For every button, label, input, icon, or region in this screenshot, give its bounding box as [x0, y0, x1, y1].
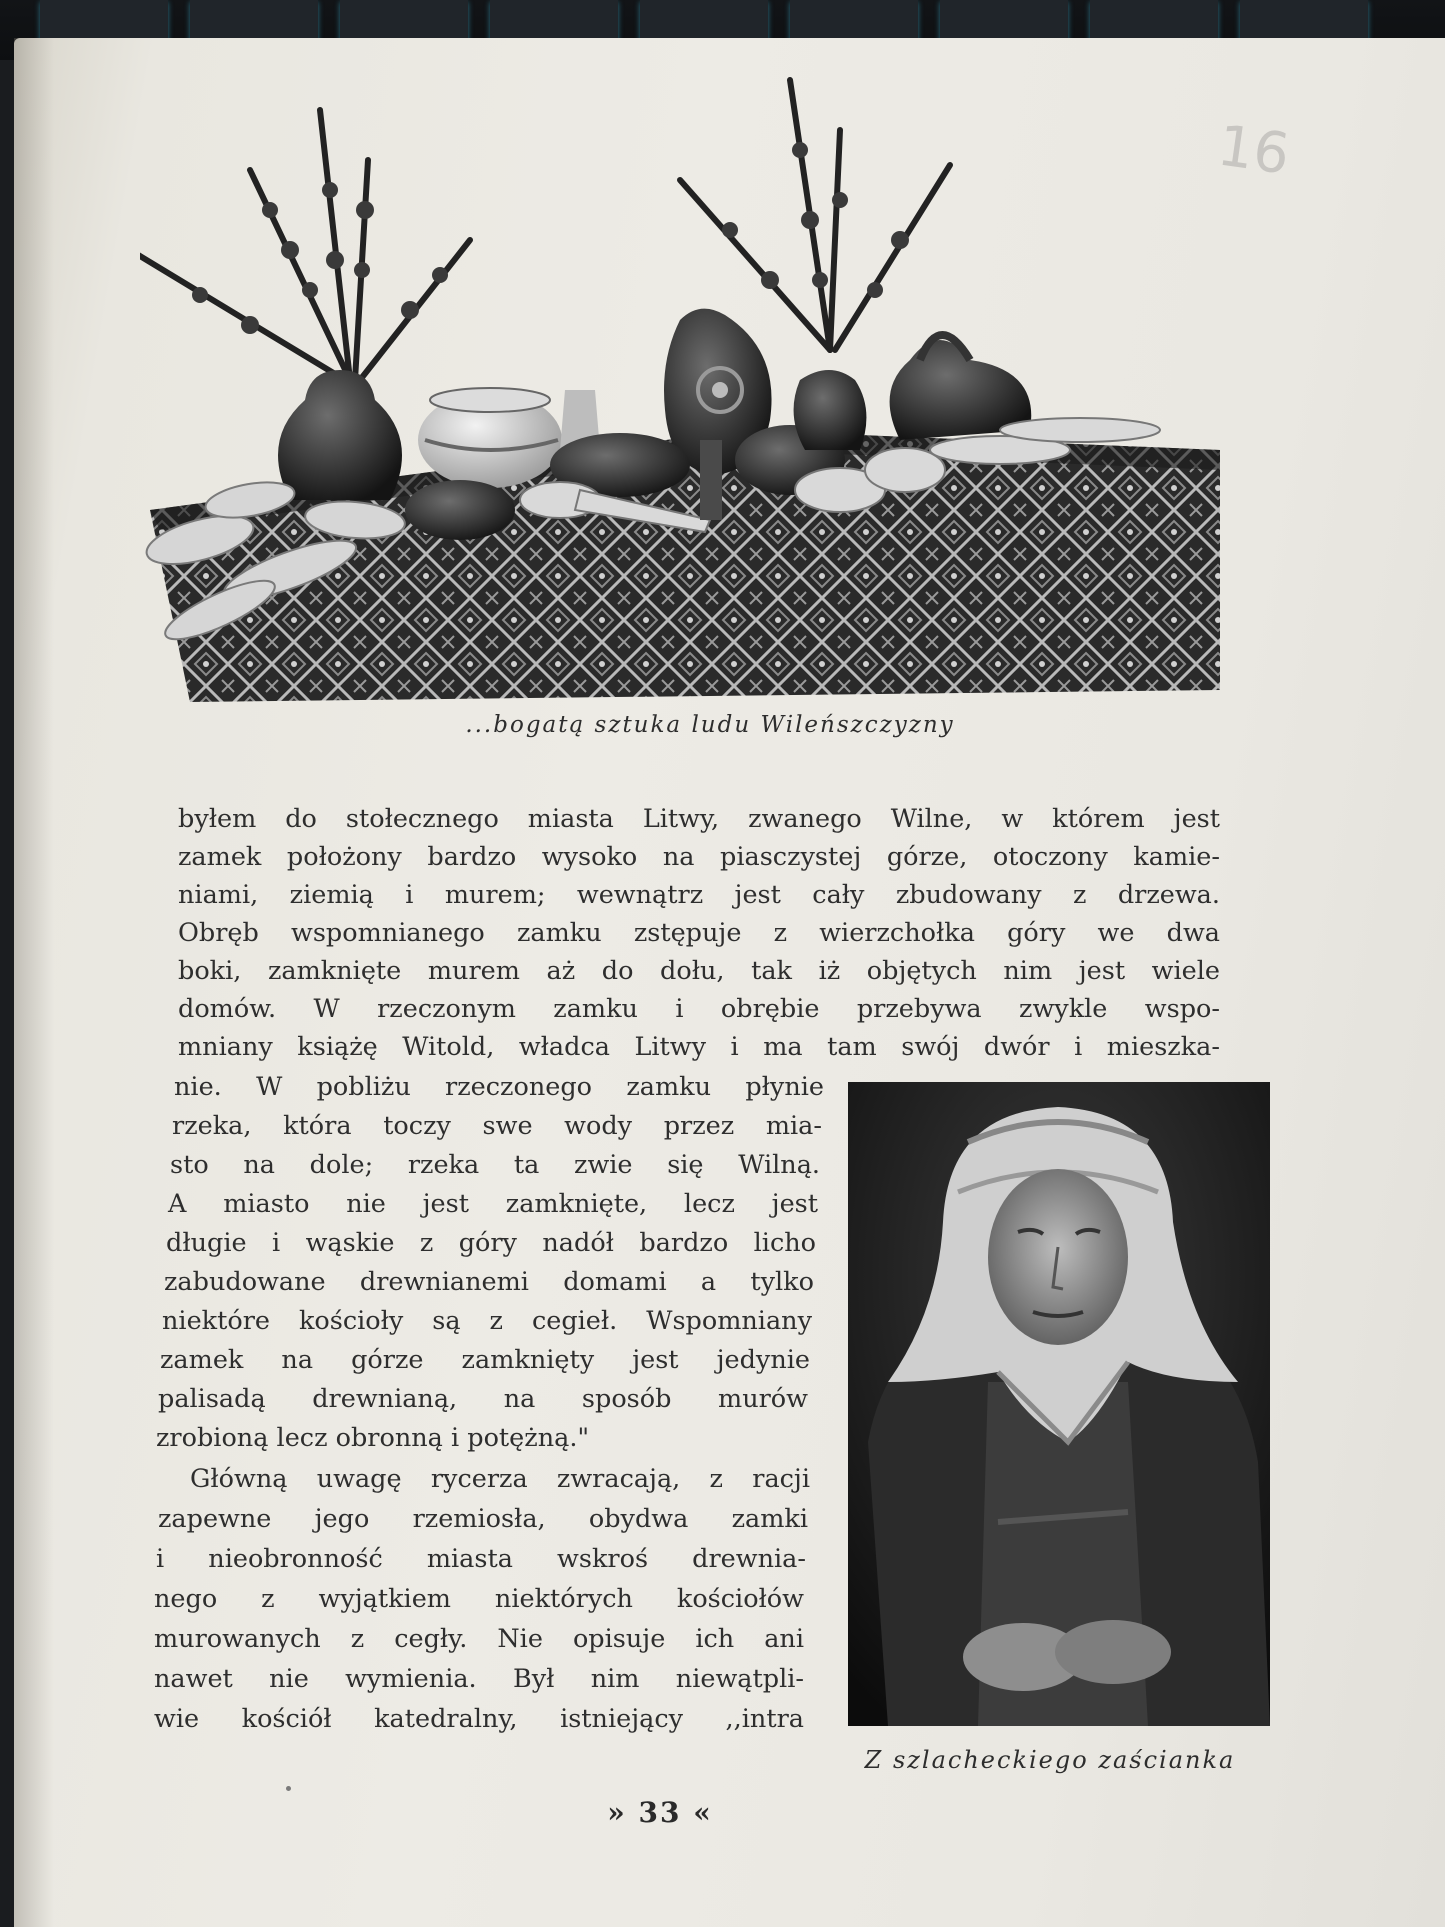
paper-speck [286, 1786, 291, 1791]
text-line: nego z wyjątkiem niektórych kościołów [154, 1584, 804, 1614]
text-line: zrobioną lecz obronną i potężną." [156, 1423, 590, 1453]
page-number: » 33 « [607, 1796, 713, 1829]
text-line: rzeka, która toczy swe wody przez mia- [172, 1111, 822, 1141]
text-line: Główną uwagę rycerza zwracają, z racji [190, 1464, 810, 1494]
text-line: niami, ziemią i murem; wewnątrz jest cały zbudowany z drzewa. [178, 880, 1220, 910]
text-line: zamek położony bardzo wysoko na piasczystej górze, otoczony kamie- [178, 842, 1220, 872]
handwritten-page-note: 16 [1213, 113, 1294, 188]
text-line: byłem do stołecznego miasta Litwy, zwanego Wilne, w którem jest [178, 804, 1220, 834]
folk-art-still-life-photo [140, 70, 1222, 702]
top-photo-caption: ...bogatą sztuka ludu Wileńszczyzny [465, 712, 955, 738]
portrait-photo [848, 1082, 1270, 1726]
page-gutter-shadow [14, 38, 54, 1927]
text-line: nie. W pobliżu rzeczonego zamku płynie [174, 1072, 824, 1102]
text-line: domów. W rzeczonym zamku i obrębie przebywa zwykle wspo- [178, 994, 1220, 1024]
text-line: i nieobronność miasta wskroś drewnia- [156, 1544, 806, 1574]
text-line: boki, zamknięte murem aż do dołu, tak iż objętych nim jest wiele [178, 956, 1220, 986]
text-line: zabudowane drewnianemi domami a tylko [164, 1267, 814, 1297]
text-line: zapewne jego rzemiosła, obydwa zamki [158, 1504, 808, 1534]
text-line: zamek na górze zamknięty jest jedynie [160, 1345, 810, 1375]
text-line: nawet nie wymienia. Był nim niewątpli- [154, 1664, 804, 1694]
text-line: mniany książę Witold, władca Litwy i ma tam swój dwór i mieszka- [178, 1032, 1220, 1062]
text-line: niektóre kościoły są z cegieł. Wspomniany [162, 1306, 812, 1336]
portrait-caption: Z szlacheckiego zaścianka [864, 1746, 1236, 1774]
text-line: palisadą drewnianą, na sposób murów [158, 1384, 808, 1414]
text-line: sto na dole; rzeka ta zwie się Wilną. [170, 1150, 820, 1180]
text-line: długie i wąskie z góry nadół bardzo licho [166, 1228, 816, 1258]
text-line: wie kościół katedralny, istniejący ,,intra [154, 1704, 804, 1734]
text-line: A miasto nie jest zamknięte, lecz jest [168, 1189, 818, 1219]
text-line: murowanych z cegły. Nie opisuje ich ani [154, 1624, 804, 1654]
text-line: Obręb wspomnianego zamku zstępuje z wierzchołka góry we dwa [178, 918, 1220, 948]
